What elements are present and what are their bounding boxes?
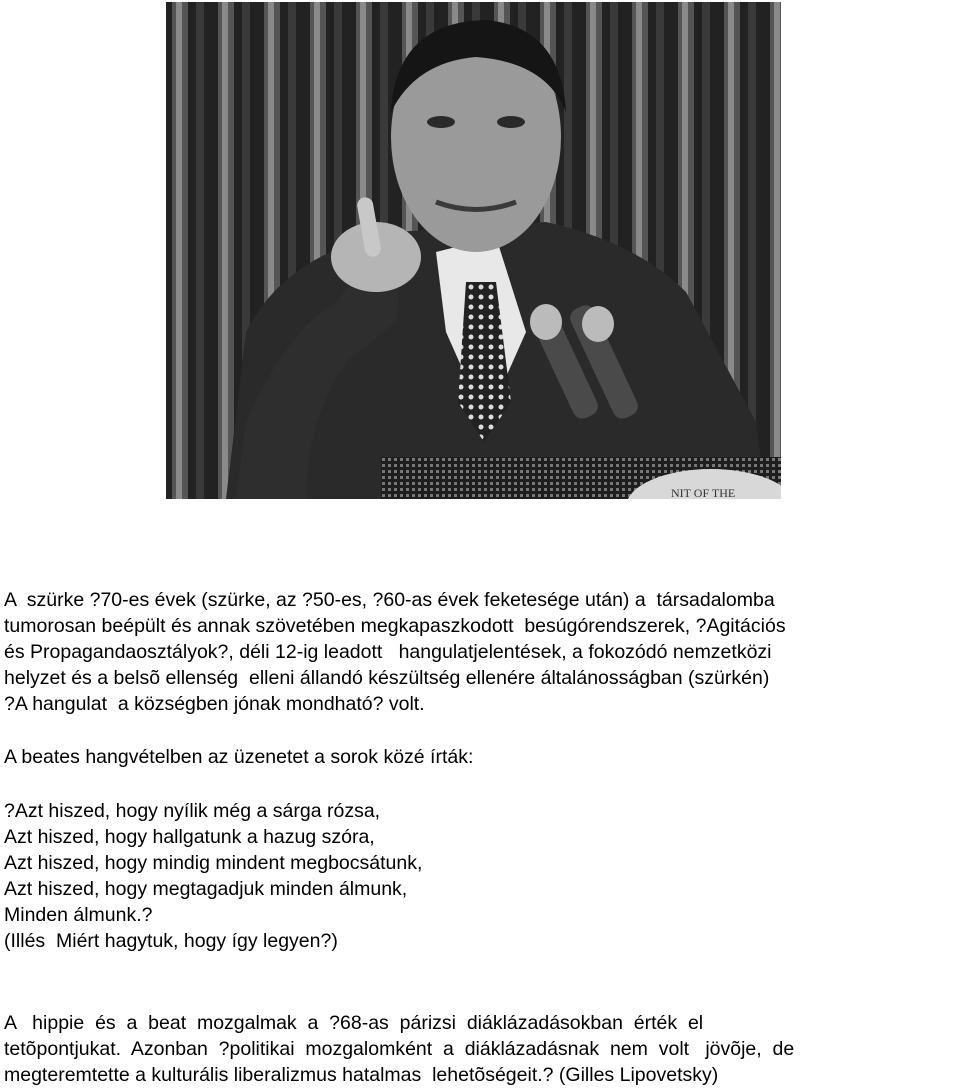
paragraph-3-line: A hippie és a beat mozgalmak a ?68-as párizsi diáklázadásokban érték el — [4, 1012, 704, 1034]
paragraph-3 — [4, 1010, 934, 1088]
poem-quote — [4, 798, 934, 954]
paragraph-3-line: tetõpontjukat. Azonban ?politikai mozgalomként a diáklázadásnak nem volt jövõje, de — [4, 1038, 795, 1060]
paragraph-3-line: megteremtette a kulturális liberalizmus hatalmas lehetõségeit.? (Gilles Lipovetsky) — [4, 1064, 719, 1086]
paragraph-2-line: A beates hangvételben az üzenetet a sorok közé írták: — [4, 746, 474, 768]
paragraph-1-line: és Propagandaosztályok?, déli 12-ig leadott hangulatjelentések, a fokozódó nemzetközi — [4, 641, 772, 663]
seal-text: NIT OF THE — [671, 486, 736, 499]
paragraph-1-line: ?A hangulat a községben jónak mondható? volt. — [4, 693, 425, 715]
paragraph-1 — [4, 587, 934, 717]
speaker-photo — [166, 2, 781, 499]
paragraph-1-line: tumorosan beépült és annak szövetében megkapaszkodott besúgórendszerek, ?Agitációs — [4, 615, 786, 637]
paragraph-2 — [4, 744, 934, 770]
paragraph-1-line: A szürke ?70-es évek (szürke, az ?50-es, ?60-as évek feketesége után) a társadalomba — [4, 589, 775, 611]
poem-line: ?Azt hiszed, hogy nyílik még a sárga rózsa, — [4, 800, 381, 822]
poem-line: Minden álmunk.? — [4, 904, 153, 926]
paragraph-1-line: helyzet és a belsõ ellenség elleni állandó készültség ellenére általánosságban (szürkén) — [4, 667, 770, 689]
poem-attribution: (Illés Miért hagytuk, hogy így legyen?) — [4, 930, 338, 952]
poem-line: Azt hiszed, hogy megtagadjuk minden álmunk, — [4, 878, 408, 900]
poem-line: Azt hiszed, hogy hallgatunk a hazug szóra, — [4, 826, 375, 848]
poem-line: Azt hiszed, hogy mindig mindent megbocsátunk, — [4, 852, 423, 874]
speaker-photo-illustration — [166, 2, 781, 499]
